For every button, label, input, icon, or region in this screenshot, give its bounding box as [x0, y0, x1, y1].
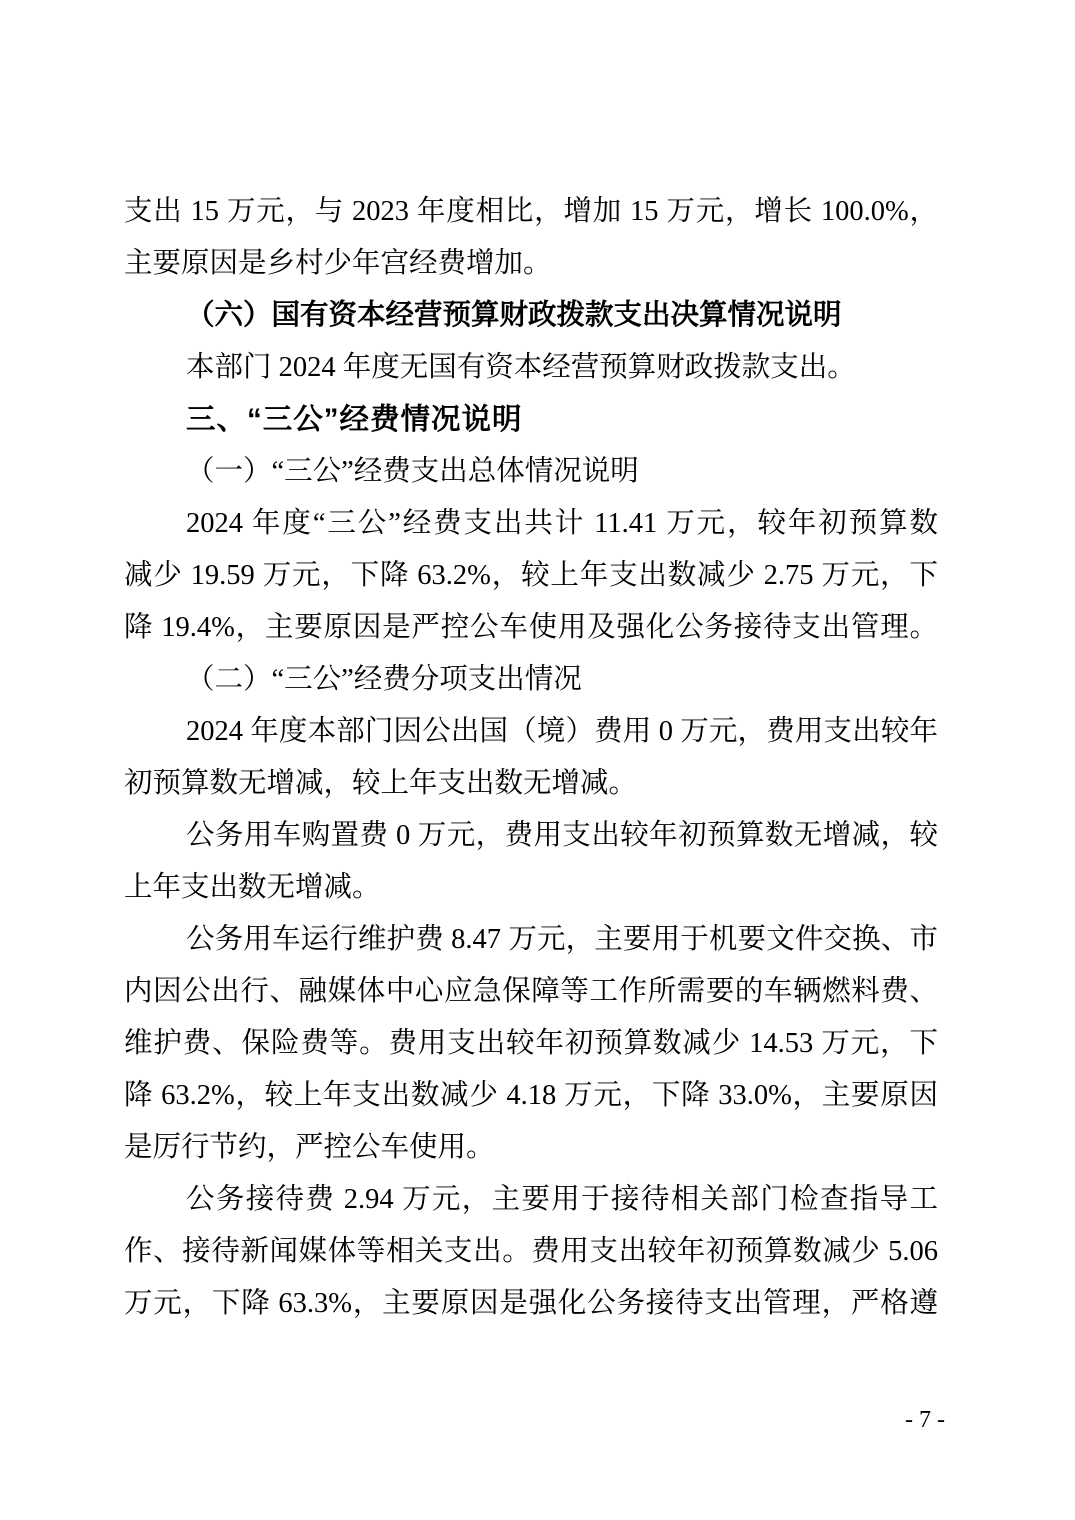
document-body	[124, 186, 938, 1330]
body-line: 初预算数无增减，较上年支出数无增减。	[124, 768, 638, 799]
body-line: 万元，下降 63.3%，主要原因是强化公务接待支出管理，严格遵	[124, 1288, 938, 1319]
body-line: 支出 15 万元，与 2023 年度相比，增加 15 万元，增长 100.0%，	[124, 196, 938, 227]
page-number: - 7 -	[905, 1407, 945, 1433]
subsection-heading: （一）“三公”经费支出总体情况说明	[186, 456, 639, 487]
body-line: 上年支出数无增减。	[124, 872, 381, 903]
section-heading: 三、“三公”经费情况说明	[186, 403, 523, 436]
body-line: 公务用车购置费 0 万元，费用支出较年初预算数无增减，较	[186, 820, 938, 851]
body-line: 内因公出行、融媒体中心应急保障等工作所需要的车辆燃料费、	[124, 976, 938, 1007]
body-line: 公务接待费 2.94 万元，主要用于接待相关部门检查指导工	[186, 1184, 938, 1215]
body-line: 2024 年度本部门因公出国（境）费用 0 万元，费用支出较年	[186, 716, 938, 747]
body-line: 是厉行节约，严控公车使用。	[124, 1132, 495, 1163]
subsection-heading: （二）“三公”经费分项支出情况	[186, 664, 582, 695]
subsection-heading: （六）国有资本经营预算财政拨款支出决算情况说明	[186, 300, 842, 331]
body-line: 降 19.4%，主要原因是严控公车使用及强化公务接待支出管理。	[124, 612, 938, 643]
body-line: 公务用车运行维护费 8.47 万元，主要用于机要文件交换、市	[186, 924, 938, 955]
body-line: 维护费、保险费等。费用支出较年初预算数减少 14.53 万元，下	[124, 1028, 938, 1059]
body-line: 主要原因是乡村少年宫经费增加。	[124, 248, 552, 279]
body-line: 降 63.2%，较上年支出数减少 4.18 万元，下降 33.0%，主要原因	[124, 1080, 938, 1111]
body-line: 2024 年度“三公”经费支出共计 11.41 万元，较年初预算数	[186, 508, 938, 539]
body-line: 作、接待新闻媒体等相关支出。费用支出较年初预算数减少 5.06	[124, 1236, 938, 1267]
body-line: 本部门 2024 年度无国有资本经营预算财政拨款支出。	[186, 352, 856, 383]
body-line: 减少 19.59 万元，下降 63.2%，较上年支出数减少 2.75 万元，下	[124, 560, 938, 591]
